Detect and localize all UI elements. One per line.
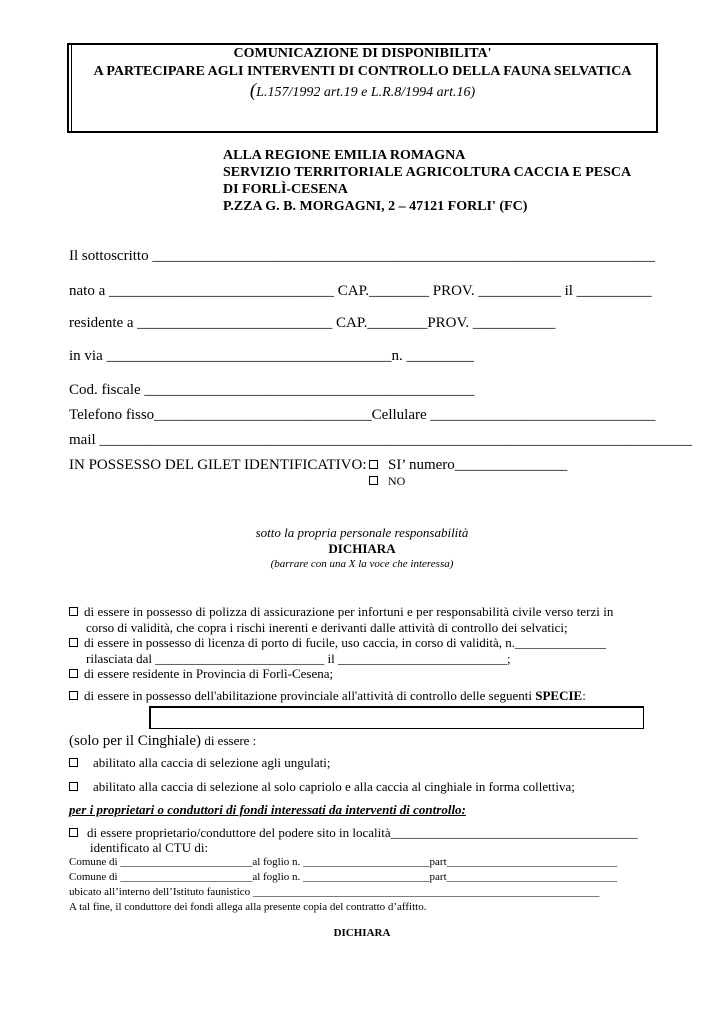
gilet-no-label: NO bbox=[388, 474, 406, 488]
licenza-text-2: rilasciata dal __________________________ il __________________________; bbox=[86, 651, 511, 666]
licenza-text-1: di essere in possesso di licenza di porto di fucile, uso caccia, in corso di validità, n.______________ bbox=[84, 635, 607, 650]
checkbox-icon[interactable] bbox=[69, 828, 78, 837]
residente-field[interactable]: residente a __________________________ CAP.________PROV. ___________ bbox=[69, 315, 556, 331]
dichiara-heading: DICHIARA bbox=[328, 541, 396, 556]
capriolo-item[interactable] bbox=[69, 779, 575, 795]
recipient-line-1: ALLA REGIONE EMILIA ROMAGNA bbox=[223, 148, 466, 163]
gilet-label: IN POSSESSO DEL GILET IDENTIFICATIVO: bbox=[69, 457, 367, 473]
ungulati-text: abilitato alla caccia di selezione agli ungulati; bbox=[93, 755, 331, 770]
sottoscritto-field[interactable]: Il sottoscritto ___________________________________________________________________ bbox=[69, 248, 655, 264]
law-reference-paren: ( bbox=[249, 80, 257, 101]
checkbox-icon[interactable] bbox=[69, 638, 78, 647]
licenza-item[interactable] bbox=[69, 635, 606, 651]
title-box bbox=[67, 43, 658, 133]
ctu-text: identificato al CTU di: bbox=[90, 840, 209, 855]
polizza-text-1: di essere in possesso di polizza di assicurazione per infortuni e per responsabilità civile verso terzi in bbox=[84, 604, 614, 619]
codfiscale-field[interactable]: Cod. fiscale ____________________________________________ bbox=[69, 382, 475, 398]
dichiara-heading-2: DICHIARA bbox=[333, 927, 391, 939]
polizza-item[interactable] bbox=[69, 604, 613, 620]
gilet-si-option[interactable] bbox=[369, 457, 567, 474]
nato-field[interactable]: nato a ______________________________ CAP.________ PROV. ___________ il __________ bbox=[69, 283, 652, 299]
via-field[interactable]: in via ______________________________________n. _________ bbox=[69, 348, 474, 364]
instruction-text: (barrare con una X la voce che interessa) bbox=[270, 558, 454, 570]
residente-item[interactable] bbox=[69, 666, 333, 682]
proprietari-heading: per i proprietari o conduttori di fondi interessati da interventi di controllo: bbox=[69, 802, 466, 817]
gilet-si-label: SI’ numero_______________ bbox=[388, 457, 568, 473]
title-line-1: COMUNICAZIONE DI DISPONIBILITA' bbox=[233, 46, 492, 61]
law-reference bbox=[69, 80, 656, 102]
checkbox-icon[interactable] bbox=[69, 691, 78, 700]
species-input[interactable] bbox=[149, 706, 644, 729]
ungulati-item[interactable] bbox=[69, 755, 331, 771]
affitto-text: A tal fine, il conduttore dei fondi allega alla presente copia del contratto d’affitto. bbox=[69, 901, 427, 913]
law-reference-text: L.157/1992 art.19 e L.R.8/1994 art.16) bbox=[256, 85, 476, 100]
checkbox-icon[interactable] bbox=[69, 669, 78, 678]
abilitazione-item[interactable] bbox=[69, 688, 586, 704]
polizza-text-2: corso di validità, che copra i rischi inerenti e derivanti dalle attività di controllo dei selvatici; bbox=[86, 620, 568, 635]
telefono-field[interactable]: Telefono fisso_____________________________Cellulare ______________________________ bbox=[69, 407, 656, 423]
title-line-2: A PARTECIPARE AGLI INTERVENTI DI CONTROLLO DELLA FAUNA SELVATICA bbox=[93, 64, 632, 79]
mail-field[interactable]: mail _______________________________________________________________________________ bbox=[69, 432, 692, 448]
gilet-no-option[interactable] bbox=[369, 474, 405, 489]
checkbox-icon[interactable] bbox=[69, 758, 78, 767]
capriolo-text: abilitato alla caccia di selezione al solo capriolo e alla caccia al cinghiale in forma collettiva; bbox=[93, 779, 575, 794]
ubicato-field[interactable]: ubicato all’interno dell’Istituto faunistico _______________________________________________________________ bbox=[69, 886, 600, 898]
cinghiale-heading bbox=[69, 732, 256, 750]
cinghiale-head: (solo per il Cinghiale) bbox=[69, 733, 202, 749]
recipient-line-3: DI FORLÌ-CESENA bbox=[223, 182, 348, 197]
comune-field-2[interactable]: Comune di ________________________al foglio n. _______________________part_______________________________ bbox=[69, 871, 618, 883]
comune-field-1[interactable]: Comune di ________________________al foglio n. _______________________part_______________________________ bbox=[69, 856, 618, 868]
abilitazione-text: di essere in possesso dell'abilitazione provinciale all'attività di controllo delle seguenti bbox=[84, 688, 536, 703]
cinghiale-tail: di essere : bbox=[201, 733, 257, 748]
checkbox-icon[interactable] bbox=[369, 460, 378, 469]
abilitazione-colon: : bbox=[582, 688, 586, 703]
checkbox-icon[interactable] bbox=[369, 476, 378, 485]
residente-text: di essere residente in Provincia di Forlì-Cesena; bbox=[84, 666, 334, 681]
responsibility-text: sotto la propria personale responsabilità bbox=[255, 525, 469, 540]
recipient-line-4: P.ZZA G. B. MORGAGNI, 2 – 47121 FORLI' (FC) bbox=[223, 199, 528, 214]
recipient-line-2: SERVIZIO TERRITORIALE AGRICOLTURA CACCIA E PESCA bbox=[223, 165, 632, 180]
specie-label: SPECIE bbox=[535, 688, 583, 703]
checkbox-icon[interactable] bbox=[69, 607, 78, 616]
podere-text: di essere proprietario/conduttore del podere sito in località______________________________________ bbox=[87, 825, 638, 840]
checkbox-icon[interactable] bbox=[69, 782, 78, 791]
podere-item[interactable] bbox=[69, 825, 638, 841]
